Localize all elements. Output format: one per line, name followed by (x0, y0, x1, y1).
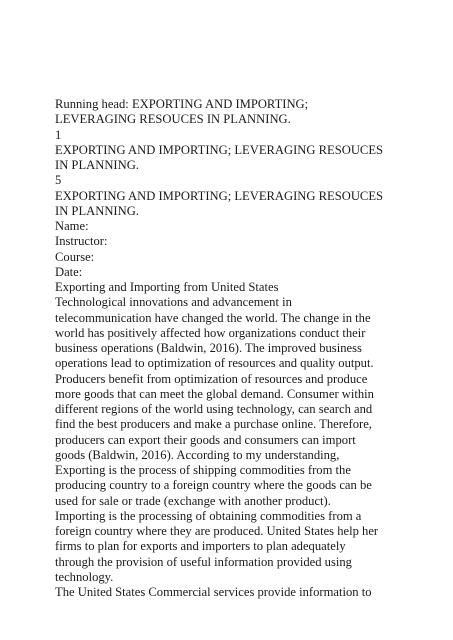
document-body (55, 97, 445, 600)
body-line: producers can export their goods and consumers can import (55, 432, 356, 447)
body-line: firms to plan for exports and importers to plan adequately (55, 539, 346, 554)
page-number: 5 (55, 173, 62, 188)
header-title-line-2: IN PLANNING. (55, 158, 139, 172)
running-head-line-1: Running head: EXPORTING AND IMPORTING; (55, 97, 309, 111)
body-line: world has positively affected how organizations conduct their (55, 325, 366, 340)
body-line: through the provision of useful information provided using (55, 554, 352, 569)
body-line: find the best producers and make a purchase online. Therefore, (55, 417, 372, 432)
body-line: foreign country where they are produced. United States help her (55, 524, 379, 538)
page-number: 1 (55, 127, 62, 142)
body-line: Producers benefit from optimization of resources and produce (55, 371, 368, 386)
body-line: producing country to a foreign country where the goods can be (55, 478, 372, 493)
header-title-line-2: IN PLANNING. (55, 203, 139, 218)
essay-title: Exporting and Importing from United States (55, 280, 279, 294)
body-line: operations lead to optimization of resources and quality output. (55, 356, 374, 371)
date-label: Date: (55, 264, 83, 279)
body-line: Technological innovations and advancement in (55, 295, 292, 310)
body-line: goods (Baldwin, 2016). According to my understanding, (55, 447, 340, 462)
header-title-line-1: EXPORTING AND IMPORTING; LEVERAGING RESOUCES (55, 188, 384, 203)
course-label: Course: (55, 249, 95, 264)
header-title-line-1: EXPORTING AND IMPORTING; LEVERAGING RESOUCES (55, 142, 384, 157)
body-line: The United States Commercial services provide information to (55, 585, 372, 599)
body-line: telecommunication have changed the world. The change in the (55, 310, 371, 325)
running-head-line-2: LEVERAGING RESOUCES IN PLANNING. (55, 112, 291, 127)
body-line: more goods that can meet the global demand. Consumer within (55, 386, 374, 401)
body-line: Importing is the processing of obtaining commodities from a (55, 508, 362, 523)
name-label: Name: (55, 219, 89, 233)
body-line: used for sale or trade (exchange with another product). (55, 493, 331, 508)
body-line: different regions of the world using technology, can search and (55, 402, 373, 416)
body-line: Exporting is the process of shipping commodities from the (55, 463, 351, 477)
body-line: business operations (Baldwin, 2016). The improved business (55, 341, 362, 355)
instructor-label: Instructor: (55, 234, 108, 249)
body-line: technology. (55, 569, 114, 584)
